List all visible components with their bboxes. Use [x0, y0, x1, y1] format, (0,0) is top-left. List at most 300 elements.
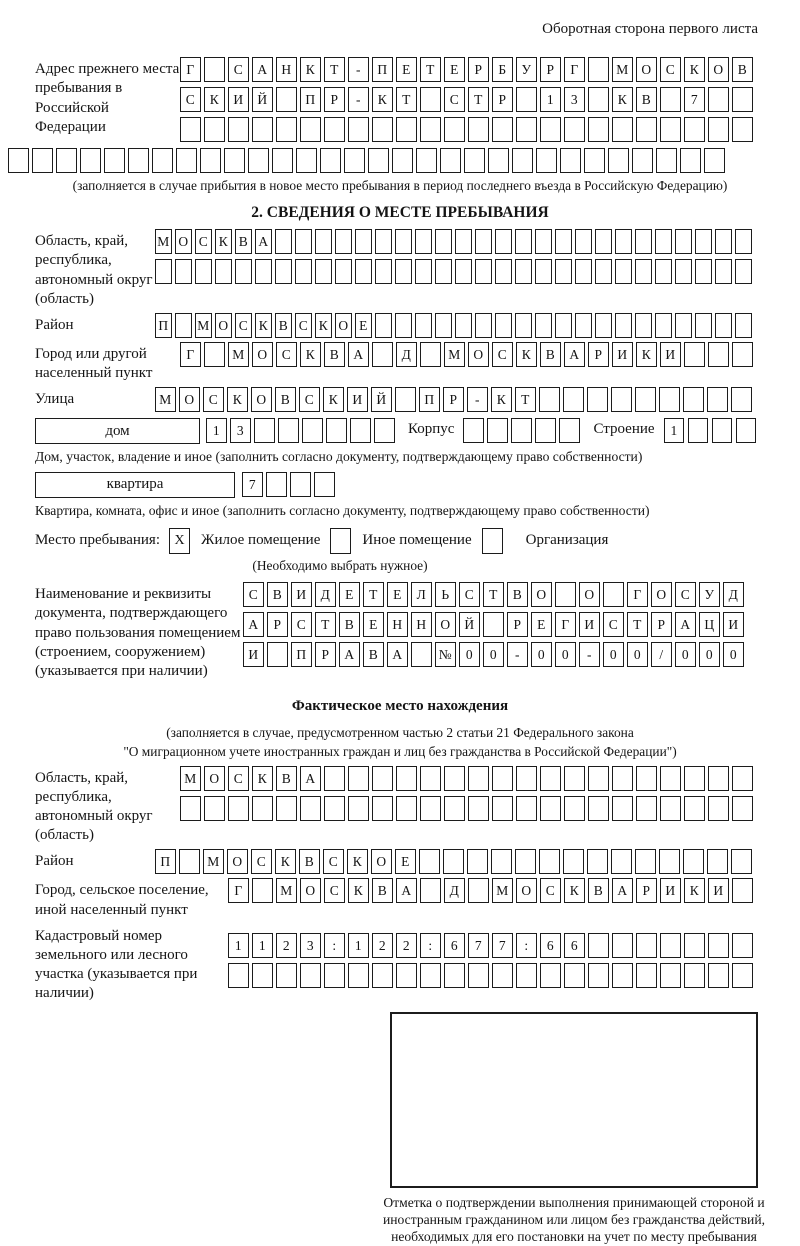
- char-cell: [195, 259, 212, 284]
- stamp-box: [390, 1012, 758, 1188]
- char-grid: [463, 418, 583, 443]
- char-cell: [611, 849, 632, 874]
- char-cell: 1: [228, 933, 249, 958]
- char-cell: [588, 933, 609, 958]
- char-cell: [252, 878, 273, 903]
- char-cell: [555, 259, 572, 284]
- char-cell: [492, 963, 513, 988]
- char-cell: М: [228, 342, 249, 367]
- char-cell: [732, 766, 753, 791]
- char-cell: [228, 796, 249, 821]
- char-cell: [555, 229, 572, 254]
- char-cell: В: [275, 313, 292, 338]
- char-cell: А: [243, 612, 264, 637]
- char-cell: [420, 796, 441, 821]
- char-cell: [32, 148, 53, 173]
- char-cell: [396, 796, 417, 821]
- char-cell: 6: [564, 933, 585, 958]
- char-cell: [695, 313, 712, 338]
- char-cell: [411, 642, 432, 667]
- char-cell: К: [323, 387, 344, 412]
- char-cell: [512, 148, 533, 173]
- char-cell: И: [579, 612, 600, 637]
- char-cell: [468, 766, 489, 791]
- char-cell: [300, 117, 321, 142]
- char-cell: [350, 418, 371, 443]
- char-cell: Н: [411, 612, 432, 637]
- char-cell: Н: [387, 612, 408, 637]
- char-cell: Р: [492, 87, 513, 112]
- char-cell: [611, 387, 632, 412]
- char-cell: [315, 259, 332, 284]
- char-cell: Р: [324, 87, 345, 112]
- char-cell: Д: [723, 582, 744, 607]
- char-cell: [252, 963, 273, 988]
- char-cell: А: [252, 57, 273, 82]
- char-cell: О: [215, 313, 232, 338]
- char-cell: [314, 472, 335, 497]
- stamp-note: Отметка о подтверждении выполнения принимающей стороной и иностранным гражданином или лицом без гражданства действий, необходимых для его постановки на учет по месту пребывания: [383, 1194, 765, 1245]
- char-cell: М: [195, 313, 212, 338]
- char-cell: [636, 766, 657, 791]
- char-cell: 7: [492, 933, 513, 958]
- page-header-note: Оборотная сторона первого листа: [542, 21, 758, 37]
- char-cell: [324, 963, 345, 988]
- char-cell: [267, 642, 288, 667]
- char-cell: [467, 849, 488, 874]
- char-cell: [612, 117, 633, 142]
- char-cell: М: [444, 342, 465, 367]
- char-grid: [664, 418, 760, 443]
- char-cell: [559, 418, 580, 443]
- char-cell: [659, 387, 680, 412]
- char-cell: [736, 418, 757, 443]
- char-cell: К: [516, 342, 537, 367]
- char-cell: [535, 418, 556, 443]
- section2-title: 2. СВЕДЕНИЯ О МЕСТЕ ПРЕБЫВАНИЯ: [251, 204, 549, 222]
- char-cell: [204, 57, 225, 82]
- char-cell: [555, 313, 572, 338]
- char-cell: [155, 259, 172, 284]
- char-cell: [335, 229, 352, 254]
- char-cell: [455, 229, 472, 254]
- char-cell: Е: [363, 612, 384, 637]
- house-label-box: дом: [35, 418, 200, 444]
- char-cell: [564, 766, 585, 791]
- char-cell: [588, 796, 609, 821]
- char-cell: С: [323, 849, 344, 874]
- char-cell: 6: [444, 933, 465, 958]
- char-cell: [266, 472, 287, 497]
- char-cell: [272, 148, 293, 173]
- char-cell: В: [732, 57, 753, 82]
- char-cell: С: [276, 342, 297, 367]
- char-cell: М: [180, 766, 201, 791]
- char-grid: [228, 963, 756, 988]
- char-cell: Т: [420, 57, 441, 82]
- char-cell: -: [467, 387, 488, 412]
- char-cell: В: [276, 766, 297, 791]
- char-cell: [515, 229, 532, 254]
- char-cell: Р: [267, 612, 288, 637]
- char-cell: [278, 418, 299, 443]
- char-cell: [495, 313, 512, 338]
- house-row: [35, 418, 800, 444]
- stamp-area: [383, 1012, 765, 1246]
- char-cell: [516, 117, 537, 142]
- char-cell: [495, 229, 512, 254]
- char-cell: О: [651, 582, 672, 607]
- char-cell: [475, 229, 492, 254]
- char-cell: [708, 963, 729, 988]
- char-cell: Е: [355, 313, 372, 338]
- char-cell: [707, 387, 728, 412]
- char-cell: И: [347, 387, 368, 412]
- char-cell: [615, 313, 632, 338]
- char-cell: П: [155, 849, 176, 874]
- char-cell: [587, 387, 608, 412]
- char-cell: С: [459, 582, 480, 607]
- char-cell: [420, 342, 441, 367]
- char-cell: [535, 229, 552, 254]
- char-cell: [416, 148, 437, 173]
- char-cell: 1: [252, 933, 273, 958]
- char-cell: 7: [468, 933, 489, 958]
- char-cell: С: [243, 582, 264, 607]
- district-block: [35, 313, 800, 338]
- char-cell: К: [684, 57, 705, 82]
- char-cell: [707, 849, 728, 874]
- char-cell: Г: [564, 57, 585, 82]
- char-cell: У: [516, 57, 537, 82]
- char-cell: [683, 849, 704, 874]
- char-cell: К: [347, 849, 368, 874]
- char-cell: [731, 849, 752, 874]
- char-cell: [635, 313, 652, 338]
- char-cell: С: [603, 612, 624, 637]
- char-cell: К: [300, 342, 321, 367]
- stroenie-label: Строение: [593, 421, 655, 438]
- char-cell: [420, 878, 441, 903]
- street-label: Улица: [35, 391, 75, 408]
- prev-address-label: Адрес прежнего места пребывания в Российской Федерации: [35, 61, 180, 135]
- char-cell: К: [636, 342, 657, 367]
- char-cell: [588, 963, 609, 988]
- char-cell: [575, 313, 592, 338]
- char-cell: [635, 849, 656, 874]
- char-grid: [243, 582, 747, 607]
- char-cell: Т: [483, 582, 504, 607]
- char-cell: В: [235, 229, 252, 254]
- char-cell: [395, 229, 412, 254]
- char-cell: [708, 766, 729, 791]
- char-cell: О: [175, 229, 192, 254]
- char-cell: В: [324, 342, 345, 367]
- char-cell: О: [516, 878, 537, 903]
- char-cell: [595, 259, 612, 284]
- char-cell: [495, 259, 512, 284]
- char-cell: [204, 342, 225, 367]
- char-cell: Р: [507, 612, 528, 637]
- char-cell: [516, 87, 537, 112]
- char-cell: [715, 313, 732, 338]
- char-cell: [555, 582, 576, 607]
- char-grid: [242, 472, 338, 497]
- char-cell: [444, 796, 465, 821]
- char-cell: Т: [468, 87, 489, 112]
- char-cell: [659, 849, 680, 874]
- district-label: Район: [35, 316, 74, 333]
- char-cell: [516, 796, 537, 821]
- char-cell: [560, 148, 581, 173]
- char-cell: Р: [588, 342, 609, 367]
- char-cell: М: [276, 878, 297, 903]
- char-grid: [243, 612, 747, 637]
- char-cell: А: [396, 878, 417, 903]
- char-cell: 7: [684, 87, 705, 112]
- region-label: Область, край, республика, автономный округ (область): [35, 233, 153, 307]
- char-cell: 1: [664, 418, 685, 443]
- char-cell: [612, 766, 633, 791]
- char-cell: [372, 766, 393, 791]
- char-cell: [440, 148, 461, 173]
- checkbox-other-premises: [330, 528, 351, 554]
- char-cell: П: [300, 87, 321, 112]
- char-cell: О: [468, 342, 489, 367]
- char-cell: [588, 87, 609, 112]
- char-cell: П: [291, 642, 312, 667]
- char-cell: М: [155, 229, 172, 254]
- char-cell: [603, 582, 624, 607]
- char-cell: [443, 849, 464, 874]
- char-cell: Е: [395, 849, 416, 874]
- char-cell: [587, 849, 608, 874]
- char-cell: С: [492, 342, 513, 367]
- char-cell: [252, 117, 273, 142]
- char-cell: С: [251, 849, 272, 874]
- char-cell: Р: [443, 387, 464, 412]
- char-cell: М: [155, 387, 176, 412]
- char-cell: 0: [555, 642, 576, 667]
- char-cell: :: [324, 933, 345, 958]
- char-cell: [732, 963, 753, 988]
- char-cell: О: [579, 582, 600, 607]
- char-cell: [276, 117, 297, 142]
- char-cell: [675, 313, 692, 338]
- char-cell: [660, 117, 681, 142]
- char-cell: [492, 766, 513, 791]
- char-cell: [464, 148, 485, 173]
- char-grid: [155, 849, 755, 874]
- char-cell: К: [215, 229, 232, 254]
- char-cell: А: [675, 612, 696, 637]
- char-cell: [732, 117, 753, 142]
- char-cell: [515, 259, 532, 284]
- char-cell: [539, 849, 560, 874]
- char-cell: [175, 313, 192, 338]
- char-cell: [415, 313, 432, 338]
- char-cell: 0: [699, 642, 720, 667]
- char-cell: Д: [396, 342, 417, 367]
- char-cell: [355, 229, 372, 254]
- document-block: [35, 582, 800, 681]
- char-cell: -: [348, 57, 369, 82]
- char-cell: 0: [603, 642, 624, 667]
- char-cell: [595, 229, 612, 254]
- char-cell: [254, 418, 275, 443]
- char-grid: [155, 387, 755, 412]
- char-cell: [564, 796, 585, 821]
- char-cell: :: [516, 933, 537, 958]
- char-cell: [612, 963, 633, 988]
- char-cell: Г: [180, 57, 201, 82]
- char-cell: [180, 117, 201, 142]
- char-cell: [463, 418, 484, 443]
- char-cell: [396, 117, 417, 142]
- char-grid: [180, 342, 756, 367]
- char-grid: [180, 766, 756, 791]
- actual-location-title: Фактическое место нахождения: [291, 698, 509, 715]
- char-cell: [348, 796, 369, 821]
- char-cell: [660, 87, 681, 112]
- char-cell: 1: [206, 418, 227, 443]
- char-cell: О: [708, 57, 729, 82]
- char-cell: [588, 766, 609, 791]
- char-cell: Т: [627, 612, 648, 637]
- char-cell: [455, 259, 472, 284]
- char-cell: [468, 117, 489, 142]
- char-cell: [584, 148, 605, 173]
- option-residential-label: Жилое помещение: [201, 532, 321, 549]
- char-cell: О: [435, 612, 456, 637]
- char-cell: [344, 148, 365, 173]
- char-cell: В: [275, 387, 296, 412]
- char-cell: [660, 766, 681, 791]
- char-cell: [372, 796, 393, 821]
- char-cell: [632, 148, 653, 173]
- char-cell: 0: [723, 642, 744, 667]
- char-cell: [475, 313, 492, 338]
- char-cell: [615, 259, 632, 284]
- char-cell: [540, 766, 561, 791]
- char-cell: Е: [531, 612, 552, 637]
- char-cell: 0: [675, 642, 696, 667]
- char-cell: Т: [324, 57, 345, 82]
- char-cell: О: [531, 582, 552, 607]
- char-cell: Е: [396, 57, 417, 82]
- char-cell: [375, 313, 392, 338]
- char-cell: [275, 229, 292, 254]
- char-cell: 2: [372, 933, 393, 958]
- char-cell: 3: [300, 933, 321, 958]
- char-cell: [655, 313, 672, 338]
- char-cell: 1: [348, 933, 369, 958]
- char-cell: [704, 148, 725, 173]
- char-cell: [715, 259, 732, 284]
- char-grid: [180, 57, 756, 82]
- char-cell: В: [363, 642, 384, 667]
- stay-type-label: Место пребывания:: [35, 532, 160, 549]
- char-cell: Д: [315, 582, 336, 607]
- char-cell: Т: [515, 387, 536, 412]
- char-cell: М: [612, 57, 633, 82]
- char-cell: 3: [564, 87, 585, 112]
- char-cell: [395, 387, 416, 412]
- char-grid: [180, 117, 756, 142]
- char-cell: О: [179, 387, 200, 412]
- char-cell: А: [300, 766, 321, 791]
- char-cell: А: [612, 878, 633, 903]
- char-cell: [712, 418, 733, 443]
- char-cell: [200, 148, 221, 173]
- street-block: [35, 387, 800, 412]
- city-label: Город или другой населенный пункт: [35, 345, 153, 382]
- char-cell: [636, 796, 657, 821]
- char-cell: [695, 259, 712, 284]
- char-cell: С: [324, 878, 345, 903]
- char-grid: [228, 933, 756, 958]
- stay-type-row: [35, 528, 800, 554]
- char-cell: [235, 259, 252, 284]
- char-cell: [372, 342, 393, 367]
- apartment-label-box: квартира: [35, 472, 235, 498]
- char-cell: [444, 963, 465, 988]
- char-cell: [179, 849, 200, 874]
- char-cell: [444, 766, 465, 791]
- char-cell: [564, 963, 585, 988]
- char-cell: К: [275, 849, 296, 874]
- char-cell: -: [348, 87, 369, 112]
- char-cell: [375, 229, 392, 254]
- char-cell: И: [291, 582, 312, 607]
- char-cell: [731, 387, 752, 412]
- char-cell: [375, 259, 392, 284]
- char-cell: [492, 796, 513, 821]
- char-cell: :: [420, 933, 441, 958]
- char-cell: А: [564, 342, 585, 367]
- char-cell: Р: [651, 612, 672, 637]
- char-cell: [255, 259, 272, 284]
- char-cell: Г: [228, 878, 249, 903]
- char-cell: 6: [540, 933, 561, 958]
- char-cell: 0: [531, 642, 552, 667]
- char-cell: [348, 963, 369, 988]
- char-cell: [492, 117, 513, 142]
- char-cell: [275, 259, 292, 284]
- char-cell: [516, 963, 537, 988]
- char-cell: [326, 418, 347, 443]
- char-cell: [368, 148, 389, 173]
- char-cell: [392, 148, 413, 173]
- char-cell: [575, 229, 592, 254]
- char-cell: О: [300, 878, 321, 903]
- char-cell: П: [155, 313, 172, 338]
- char-cell: [715, 229, 732, 254]
- char-cell: О: [636, 57, 657, 82]
- char-cell: А: [339, 642, 360, 667]
- char-cell: О: [252, 342, 273, 367]
- option-organization-label: Организация: [525, 532, 609, 549]
- char-cell: [444, 117, 465, 142]
- char-cell: [290, 472, 311, 497]
- char-cell: К: [684, 878, 705, 903]
- char-cell: [635, 259, 652, 284]
- char-cell: [575, 259, 592, 284]
- char-cell: [612, 933, 633, 958]
- char-cell: [248, 148, 269, 173]
- actual-city-label: Город, сельское поселение, иной населенный пункт: [35, 882, 209, 918]
- char-cell: [420, 766, 441, 791]
